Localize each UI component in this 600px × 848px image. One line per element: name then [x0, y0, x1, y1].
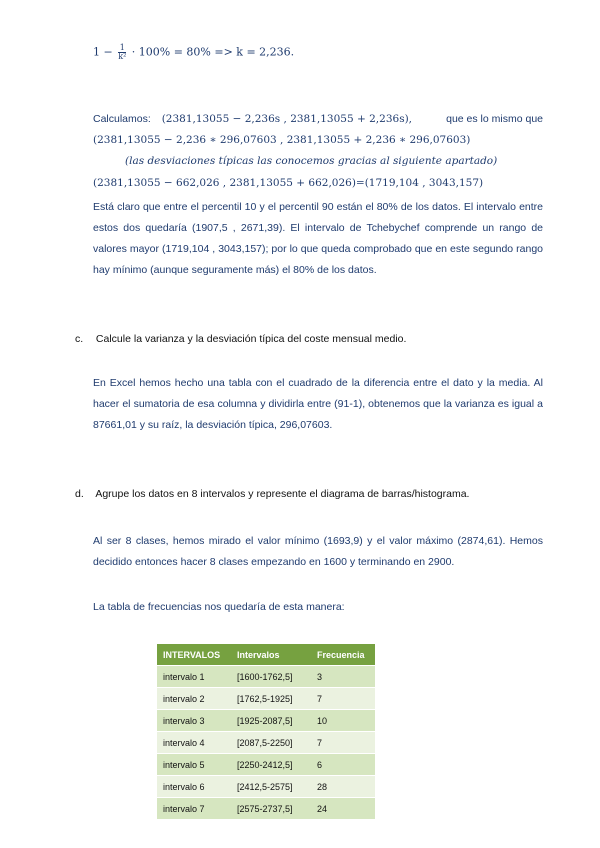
table-cell: intervalo 1 — [157, 666, 231, 688]
header-frecuencia: Frecuencia — [311, 644, 375, 666]
table-cell: [2412,5-2575] — [231, 776, 311, 798]
section-c-body: En Excel hemos hecho una tabla con el cuadrado de la diferencia entre el dato y la media. Al hacer el sumatoria de esa columna y dividirla entre (91-1), obtenemos que la varianza es igual a 87661,01 y su raíz, la desviación típica, 296,07603. — [93, 377, 543, 431]
calc-lead: Calculamos: — [93, 113, 151, 125]
table-cell: 24 — [311, 798, 375, 820]
calc-result: (2381,13055 − 662,026 , 2381,13055 + 662,026)=(1719,104 , 3043,157) — [93, 177, 484, 189]
fraction-denominator: k² — [118, 52, 127, 61]
table-row — [157, 776, 375, 798]
table-cell: intervalo 2 — [157, 688, 231, 710]
table-cell: [2250-2412,5] — [231, 754, 311, 776]
table-cell: [2575-2737,5] — [231, 798, 311, 820]
table-cell: intervalo 3 — [157, 710, 231, 732]
table-row — [157, 688, 375, 710]
calc-paragraph: Está claro que entre el percentil 10 y el percentil 90 están el 80% de los datos. El intervalo entre estos dos quedaría (1907,5 , 2671,39). El intervalo de Tchebychef comprende un rango de valores mayor (1719,104 , 3043,157); por lo que queda comprobado que en este segundo rango hay mínimo (aunque seguramente más) el 80% de los datos. — [93, 201, 543, 276]
fraction-numerator: 1 — [119, 43, 125, 52]
calc-note: (las desviaciones típicas las conocemos gracias al siguiente apartado) — [125, 155, 498, 167]
table-header-row — [157, 644, 375, 666]
table-cell: 10 — [311, 710, 375, 732]
table-cell: 28 — [311, 776, 375, 798]
table-cell: 3 — [311, 666, 375, 688]
table-row — [157, 754, 375, 776]
section-c-title: Calcule la varianza y la desviación típica del coste mensual medio. — [95, 333, 407, 345]
calc-tail: que es lo mismo que — [446, 113, 543, 125]
table-row — [157, 666, 375, 688]
table-cell: intervalo 6 — [157, 776, 231, 798]
section-d-table-intro: La tabla de frecuencias nos quedaría de esta manera: — [93, 601, 345, 613]
calc-line-1 — [93, 113, 543, 125]
table-row — [157, 798, 375, 820]
chebyshev-formula — [93, 44, 294, 61]
table-row — [157, 710, 375, 732]
table-cell: [1762,5-1925] — [231, 688, 311, 710]
table-cell: intervalo 4 — [157, 732, 231, 754]
section-c-heading — [75, 333, 406, 345]
table-cell: [1600-1762,5] — [231, 666, 311, 688]
section-d-body: Al ser 8 clases, hemos mirado el valor mínimo (1693,9) y el valor máximo (2874,61). Hemos decidido entonces hacer 8 clases empezando en 1600 y terminando en 2900. — [93, 535, 543, 568]
header-intervalos-upper: INTERVALOS — [157, 644, 231, 666]
section-d-title: Agrupe los datos en 8 intervalos y represente el diagrama de barras/histograma. — [95, 488, 470, 500]
formula-fraction — [118, 44, 126, 61]
frequency-table — [157, 644, 375, 819]
section-d-heading — [75, 488, 469, 500]
formula-prefix: 1 − — [93, 45, 113, 59]
section-c-label: c. — [75, 333, 84, 345]
table-cell: [2087,5-2250] — [231, 732, 311, 754]
calc-line-2: (2381,13055 − 2,236 ∗ 296,07603 , 2381,13055 + 2,236 ∗ 296,07603) — [93, 134, 471, 146]
table-cell: 7 — [311, 688, 375, 710]
table-row — [157, 732, 375, 754]
table-cell: 6 — [311, 754, 375, 776]
calc-interval-expression: (2381,13055 − 2,236s , 2381,13055 + 2,236s), — [161, 113, 413, 125]
table-cell: [1925-2087,5] — [231, 710, 311, 732]
table-cell: intervalo 7 — [157, 798, 231, 820]
table-cell: 7 — [311, 732, 375, 754]
section-d-label: d. — [75, 488, 84, 500]
table-cell: intervalo 5 — [157, 754, 231, 776]
header-intervalos: Intervalos — [231, 644, 311, 666]
formula-suffix: · 100% = 80% => k = 2,236. — [131, 45, 295, 59]
